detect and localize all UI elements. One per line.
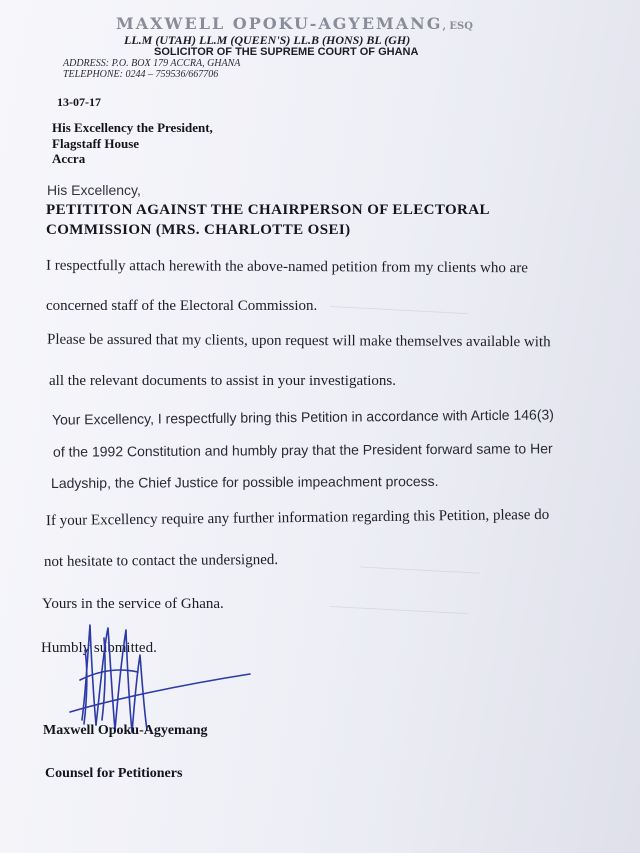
letterhead-role: SOLICITOR OF THE SUPREME COURT OF GHANA <box>154 46 419 58</box>
handwritten-signature <box>60 620 260 740</box>
body-line: concerned staff of the Electoral Commission. <box>46 298 318 314</box>
closing-line: Humbly submitted. <box>41 640 157 656</box>
body-line: Please be assured that my clients, upon request will make themselves available with <box>46 331 551 351</box>
signatory-name: Maxwell Opoku-Agyemang <box>43 723 208 738</box>
letterhead-telephone: TELEPHONE: 0244 – 759536/667706 <box>63 69 219 80</box>
body-line: If your Excellency require any further information regarding this Petition, please do <box>45 506 550 530</box>
show-through-texture: ───────────── <box>359 558 481 581</box>
letterhead-name: MAXWELL OPOKU-AGYEMANG, ESQ <box>116 14 473 33</box>
show-through-texture: ─────────────── <box>329 598 469 621</box>
closing-line: Yours in the service of Ghana. <box>42 596 224 612</box>
letterhead-address: ADDRESS: P.O. BOX 179 ACCRA, GHANA <box>63 58 241 69</box>
salutation: His Excellency, <box>47 182 141 198</box>
signatory-title: Counsel for Petitioners <box>45 766 183 781</box>
body-line: I respectfully attach herewith the above-named petition from my clients who are <box>45 257 528 277</box>
body-line: all the relevant documents to assist in your investigations. <box>49 373 397 389</box>
recipient-line: Flagstaff House <box>52 136 140 151</box>
letterhead-qualifications: LL.M (UTAH) LL.M (QUEEN'S) LL.B (HONS) BL (GH) <box>124 33 411 47</box>
body-line: Your Excellency, I respectfully bring this Petition in accordance with Article 146(3) <box>51 406 554 428</box>
letter-date: 13-07-17 <box>57 95 101 109</box>
body-line: not hesitate to contact the undersigned. <box>43 551 279 571</box>
subject-line: PETITITON AGAINST THE CHAIRPERSON OF ELECTORAL <box>46 202 490 218</box>
recipient-line: Accra <box>52 151 86 166</box>
subject-line: COMMISSION (MRS. CHARLOTTE OSEI) <box>46 222 351 238</box>
body-line: of the 1992 Constitution and humbly pray that the President forward same to Her <box>52 440 553 460</box>
recipient-line: His Excellency the President, <box>52 120 213 135</box>
body-line: Ladyship, the Chief Justice for possible impeachment process. <box>50 472 439 492</box>
show-through-texture: ─────────────── <box>329 298 469 321</box>
